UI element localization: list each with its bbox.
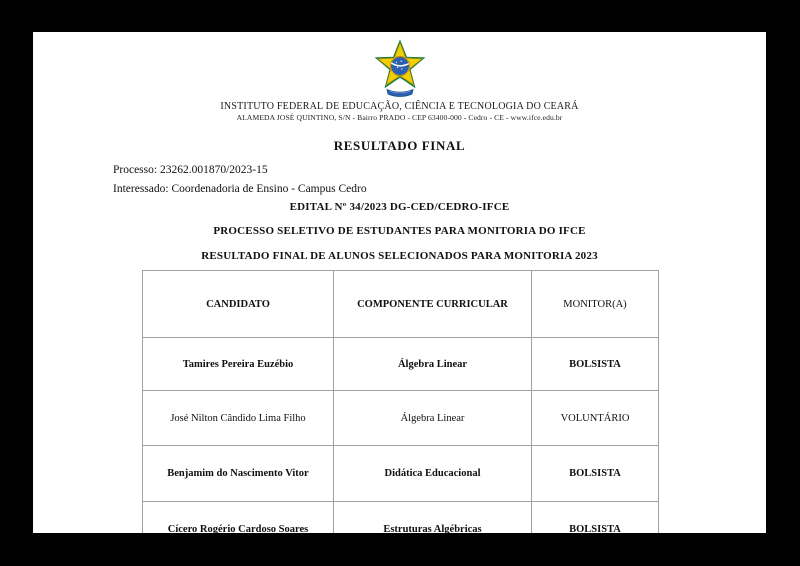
institution-name: INSTITUTO FEDERAL DE EDUCAÇÃO, CIÊNCIA E TECNOLOGIA DO CEARÁ xyxy=(220,101,579,112)
componente-cell: Didática Educacional xyxy=(334,446,532,502)
candidato-cell: Cícero Rogério Cardoso Soares xyxy=(143,502,334,533)
componente-cell: Álgebra Linear xyxy=(334,338,532,391)
brazil-coat-of-arms-logo xyxy=(368,39,432,99)
processo-line: Processo: 23262.001870/2023-15 xyxy=(113,164,268,176)
institution-address: ALAMEDA JOSÉ QUINTINO, S/N - Bairro PRADO - CEP 63400-000 - Cedro - CE - www.ifce.edu.br xyxy=(236,113,563,122)
componente-cell: Estruturas Algébricas xyxy=(334,502,532,533)
monitor-cell: VOLUNTÁRIO xyxy=(532,391,659,446)
document-page xyxy=(33,32,766,533)
edital-heading: EDITAL Nº 34/2023 DG-CED/CEDRO-IFCE xyxy=(289,201,510,213)
candidato-cell: Benjamim do Nascimento Vitor xyxy=(143,446,334,502)
monitor-cell: BOLSISTA xyxy=(532,338,659,391)
interessado-line: Interessado: Coordenadoria de Ensino - Campus Cedro xyxy=(113,183,367,195)
componente-cell: Álgebra Linear xyxy=(334,391,532,446)
candidato-cell: José Nilton Cândido Lima Filho xyxy=(143,391,334,446)
column-header-monitor: MONITOR(A) xyxy=(532,271,659,338)
document-title: RESULTADO FINAL xyxy=(333,138,466,153)
monitor-cell: BOLSISTA xyxy=(532,446,659,502)
resultado-final-heading: RESULTADO FINAL DE ALUNOS SELECIONADOS PARA MONITORIA 2023 xyxy=(201,250,598,262)
results-table xyxy=(142,270,659,533)
processo-seletivo-heading: PROCESSO SELETIVO DE ESTUDANTES PARA MONITORIA DO IFCE xyxy=(213,225,586,237)
column-header-candidato: CANDIDATO xyxy=(143,271,334,338)
monitor-cell: BOLSISTA xyxy=(532,502,659,533)
column-header-componente-curricular: COMPONENTE CURRICULAR xyxy=(334,271,532,338)
candidato-cell: Tamires Pereira Euzébio xyxy=(143,338,334,391)
